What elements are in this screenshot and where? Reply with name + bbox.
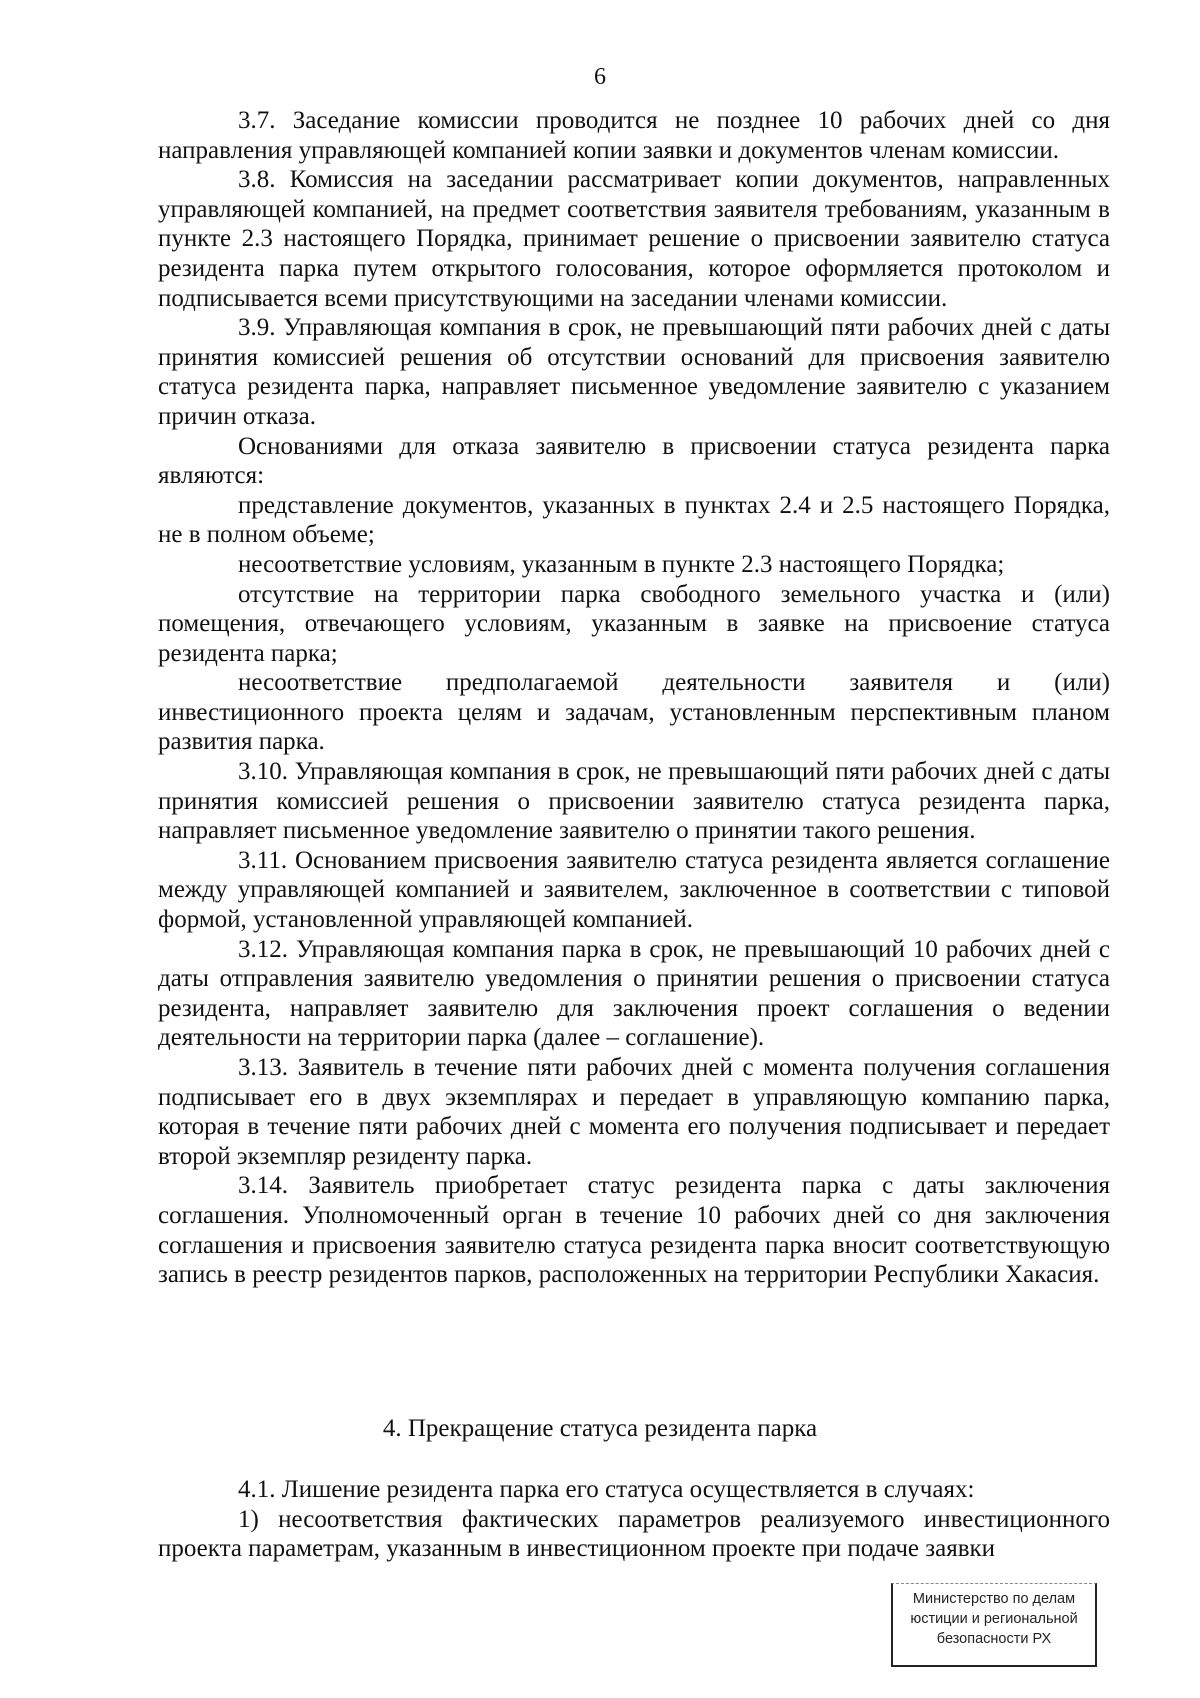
stamp-line-1: Министерство по делам: [912, 1591, 1076, 1607]
paragraph-ground-3: отсутствие на территории парка свободного земельного участка и (или) помещения, отвечающего условиям, указанным в заявке на присвоение статуса резидента парка;: [158, 580, 1110, 667]
paragraph-3-8: 3.8. Комиссия на заседании рассматривает копии документов, направленных управляющей компанией, на предмет соответствия заявителя требованиям, указанным в пункте 2.3 настоящего Порядка, принимает решение о присвоении заявителю статуса резидента парка путем открытого голосования, которое оформляется протоколом и подписывается всеми присутствующими на заседании членами комиссии.: [158, 166, 1110, 312]
ministry-stamp: [891, 1583, 1097, 1667]
section-body: [158, 1475, 1110, 1564]
paragraph-4-1-1: 1) несоответствия фактических параметров реализуемого инвестиционного проекта параметрам, указанным в инвестиционном проекте при подаче заявки: [158, 1505, 1110, 1563]
stamp-line-3: безопасности РХ: [936, 1631, 1052, 1647]
paragraph-3-7: 3.7. Заседание комиссии проводится не позднее 10 рабочих дней со дня направления управляющей компанией копии заявки и документов членам комиссии.: [158, 107, 1110, 164]
paragraph-3-13: 3.13. Заявитель в течение пяти рабочих дней с момента получения соглашения подписывает его в двух экземплярах и передает в управляющую компанию парка, которая в течение пяти рабочих дней с момента его получения подписывает и передает второй экземпляр резиденту парка.: [158, 1054, 1110, 1170]
paragraph-ground-2: несоответствие условиям, указанным в пункте 2.3 настоящего Порядка;: [238, 550, 1005, 578]
document-body: [158, 106, 1110, 1290]
paragraph-3-10: 3.10. Управляющая компания в срок, не превышающий пяти рабочих дней с даты принятия комиссией решения о присвоении заявителю статуса резидента парка, направляет письменное уведомление заявителю о принятии такого решения.: [158, 758, 1110, 845]
paragraph-3-9: 3.9. Управляющая компания в срок, не превышающий пяти рабочих дней с даты принятия комиссией решения об отсутствии оснований для присвоения заявителю статуса резидента парка, направляет письменное уведомление заявителю с указанием причин отказа.: [158, 314, 1110, 430]
paragraph-3-11: 3.11. Основанием присвоения заявителю статуса резидента является соглашение между управляющей компанией и заявителем, заключенное в соответствии с типовой формой, установленной управляющей компанией.: [158, 846, 1110, 934]
paragraph-3-12: 3.12. Управляющая компания парка в срок, не превышающий 10 рабочих дней с даты отправления заявителю уведомления о принятии решения о присвоении статуса резидента, направляет заявителю для заключения проект соглашения о ведении деятельности на территории парка (далее – соглашение).: [158, 935, 1110, 1052]
paragraph-ground-1: представление документов, указанных в пунктах 2.4 и 2.5 настоящего Порядка, не в полном объеме;: [158, 491, 1110, 549]
stamp-line-2: юстиции и региональной: [910, 1611, 1078, 1627]
paragraph-ground-4: несоответствие предполагаемой деятельности заявителя и (или) инвестиционного проекта целям и задачам, установленным перспективным планом развития парка.: [158, 669, 1110, 756]
paragraph-refusal-grounds: Основаниями для отказа заявителю в присвоении статуса резидента парка являются:: [158, 432, 1110, 490]
section-title: 4. Прекращение статуса резидента парка: [382, 1415, 818, 1442]
page-number: 6: [594, 64, 606, 90]
paragraph-3-14: 3.14. Заявитель приобретает статус резидента парка с даты заключения соглашения. Уполномоченный орган в течение 10 рабочих дней со дня заключения соглашения и присвоения заявителю статуса резидента парка вносит соответствующую запись в реестр резидентов парков, расположенных на территории Республики Хакасия.: [158, 1172, 1110, 1289]
paragraph-4-1: 4.1. Лишение резидента парка его статуса осуществляется в случаях:: [238, 1476, 975, 1503]
